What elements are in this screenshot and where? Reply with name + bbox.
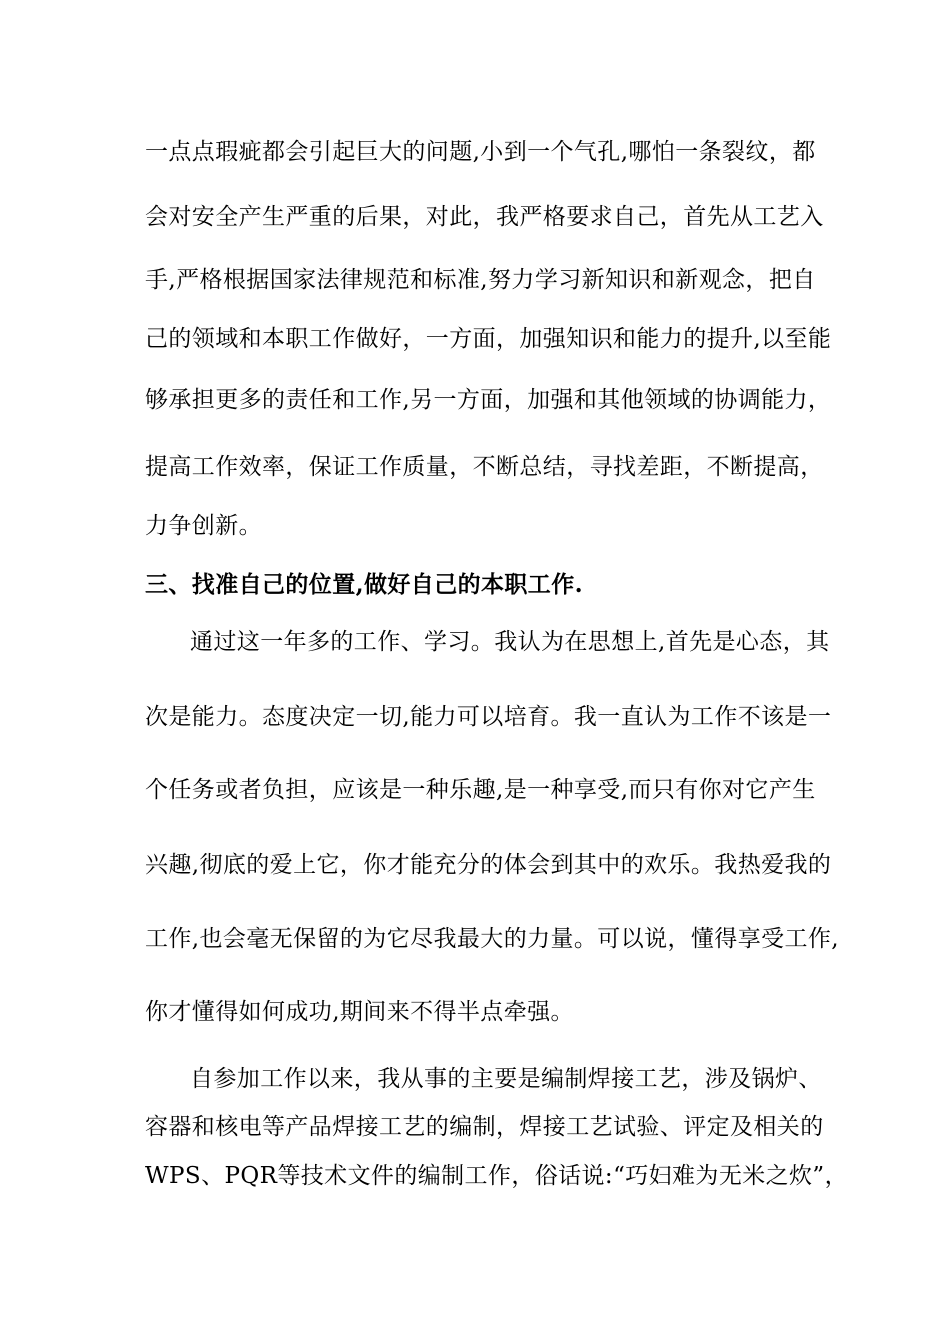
- paragraph-2-line-1: 通过这一年多的工作、学习。我认为在思想上,首先是心态，其: [190, 629, 830, 655]
- paragraph-2-line-2: 次是能力。态度决定一切,能力可以培育。我一直认为工作不该是一: [145, 704, 832, 730]
- paragraph-3-line-2: 容器和核电等产品焊接工艺的编制，焊接工艺试验、评定及相关的: [145, 1114, 824, 1140]
- paragraph-1-line-1: 一点点瑕疵都会引起巨大的问题,小到一个气孔,哪怕一条裂纹，都: [145, 139, 816, 165]
- paragraph-3-line-3: WPS、PQR等技术文件的编制工作，俗话说:“巧妇难为无米之炊”，: [145, 1163, 848, 1189]
- section-heading: 三、找准自己的位置,做好自己的本职工作.: [145, 571, 584, 598]
- paragraph-3-line-1: 自参加工作以来，我从事的主要是编制焊接工艺，涉及锅炉、: [190, 1066, 822, 1092]
- paragraph-1-line-7: 力争创新。: [145, 513, 262, 539]
- paragraph-2-line-5: 工作,也会毫无保留的为它尽我最大的力量。可以说，懂得享受工作,: [145, 926, 840, 952]
- paragraph-2-line-3: 个任务或者负担，应该是一种乐趣,是一种享受,而只有你对它产生: [145, 777, 816, 803]
- paragraph-1-line-5: 够承担更多的责任和工作,另一方面，加强和其他领域的协调能力，: [145, 387, 832, 413]
- paragraph-2-line-4: 兴趣,彻底的爱上它，你才能充分的体会到其中的欢乐。我热爱我的: [145, 852, 832, 878]
- paragraph-1-line-6: 提高工作效率，保证工作质量，不断总结，寻找差距，不断提高，: [145, 454, 824, 480]
- paragraph-1-line-4: 己的领域和本职工作做好，一方面，加强知识和能力的提升,以至能: [145, 326, 832, 352]
- paragraph-1-line-3: 手,严格根据国家法律规范和标准,努力学习新知识和新观念，把自: [145, 267, 816, 293]
- paragraph-2-line-6: 你才懂得如何成功,期间来不得半点牵强。: [145, 999, 574, 1025]
- paragraph-1-line-2: 会对安全产生严重的后果，对此，我严格要求自己，首先从工艺入: [145, 204, 824, 230]
